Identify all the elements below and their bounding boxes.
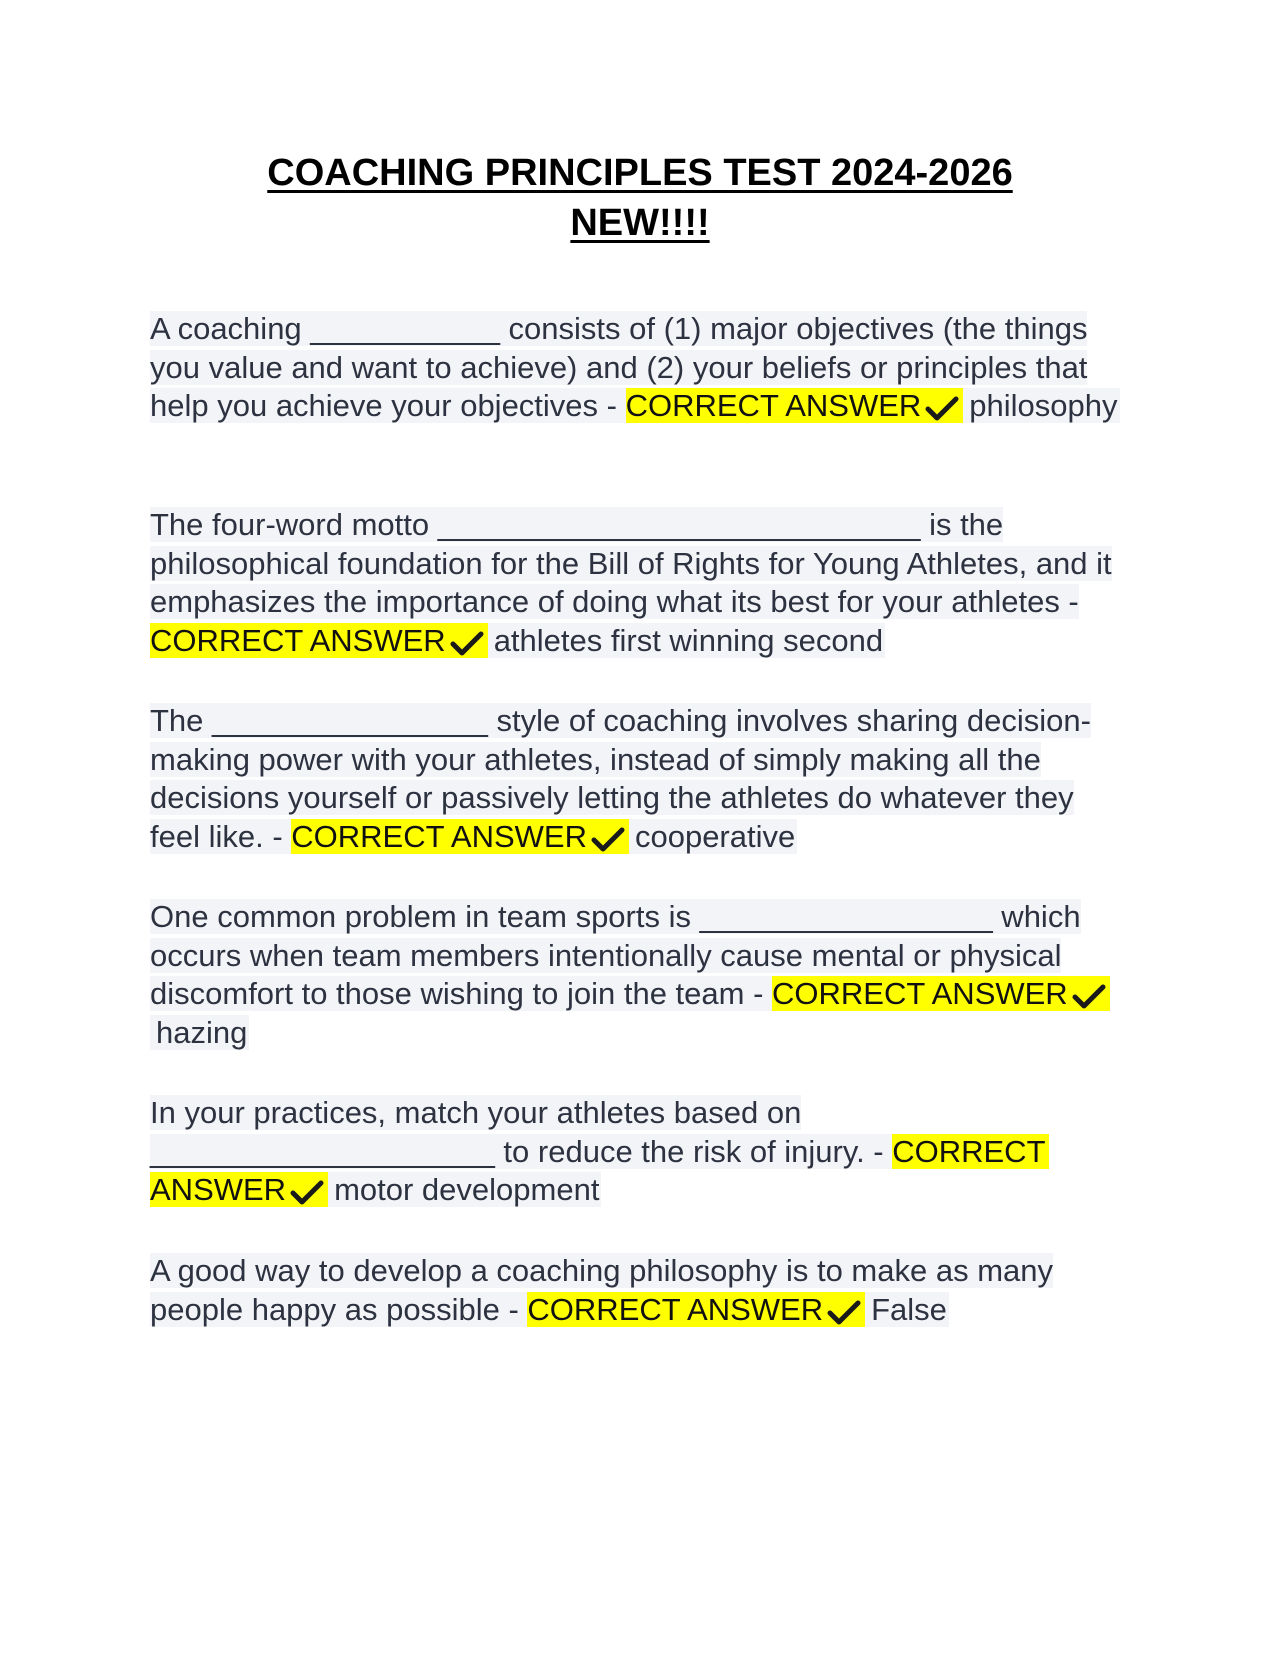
question-text: A coaching ___________ consists of (1) major objectives (the things you value and want to achieve) and (2) your beliefs or principles that help you achieve your objectives - <box>150 311 1088 423</box>
correct-answer-text: CORRECT ANSWER <box>772 976 1068 1011</box>
question-text: The four-word motto ____________________________ is the philosophical foundation for the Bill of Rights for Young Athletes, and it emphasizes the importance of doing what its best for your athletes - <box>150 507 1112 619</box>
qa-item <box>150 506 1130 660</box>
answer-text: cooperative <box>629 819 797 854</box>
correct-answer-label <box>772 976 1110 1011</box>
correct-answer-text: CORRECT ANSWER <box>150 622 446 658</box>
title-line-1: COACHING PRINCIPLES TEST 2024-2026 <box>267 152 1013 194</box>
question-text: A good way to develop a coaching philosophy is to make as many people happy as possible - <box>150 1253 1053 1327</box>
qa-item <box>150 1094 1130 1210</box>
correct-answer-label <box>626 388 964 423</box>
answer-text: False <box>865 1292 949 1327</box>
correct-answer-text: CORRECT ANSWER <box>150 1133 1045 1207</box>
title-line-2: NEW!!!! <box>570 202 710 244</box>
answer-text: hazing <box>150 1015 249 1050</box>
check-icon <box>925 396 959 422</box>
qa-item <box>150 898 1130 1052</box>
correct-answer-text: CORRECT ANSWER <box>527 1291 824 1327</box>
document-title <box>150 148 1130 248</box>
qa-item <box>150 702 1130 856</box>
question-text: The ________________ style of coaching involves sharing decision-making power with your athletes, instead of simply making all the decisions yourself or passively letting the athletes do whatever they feel like. - <box>150 703 1091 854</box>
check-icon <box>290 1180 324 1206</box>
correct-answer-text: CORRECT ANSWER <box>291 818 587 854</box>
check-icon <box>450 631 484 657</box>
correct-answer-label <box>527 1292 865 1327</box>
answer-text: athletes first winning second <box>488 623 885 658</box>
question-text: One common problem in team sports is _________________ which occurs when team members intentionally cause mental or physical discomfort to those wishing to join the team - <box>150 899 1081 1011</box>
correct-answer-label <box>291 819 629 854</box>
check-icon <box>1072 984 1106 1010</box>
qa-item <box>150 1252 1130 1329</box>
correct-answer-label <box>150 623 488 658</box>
check-icon <box>591 827 625 853</box>
question-text: In your practices, match your athletes based on ____________________ to reduce the risk of injury. - <box>150 1095 893 1169</box>
answer-text: motor development <box>328 1172 601 1207</box>
answer-text: philosophy <box>963 388 1119 423</box>
check-icon <box>827 1300 861 1326</box>
correct-answer-text: CORRECT ANSWER <box>625 388 922 423</box>
qa-item <box>150 310 1130 426</box>
